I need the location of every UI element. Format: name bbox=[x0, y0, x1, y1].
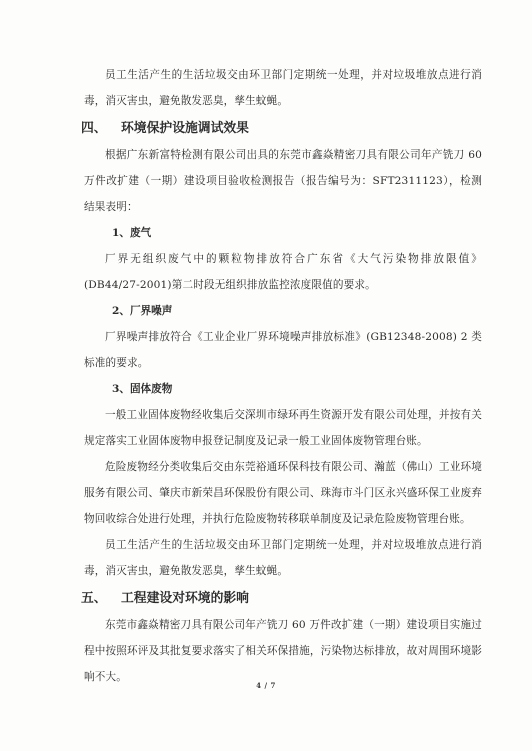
section-heading-5 bbox=[81, 586, 482, 612]
subheading-solid-waste: 3、固体废物 bbox=[112, 383, 173, 395]
subheading-boundary-noise: 2、厂界噪声 bbox=[112, 305, 173, 317]
section-number: 四、 bbox=[81, 121, 107, 136]
paragraph-exhaust-gas: 厂界无组织废气中的颗粒物排放符合广东省《大气污染物排放限值》(DB44/27-2001)第二时段无组织排放监控浓度限值的要求。 bbox=[84, 253, 482, 291]
paragraph-boundary-noise: 厂界噪声排放符合《工业企业厂界环境噪声排放标准》(GB12348-2008) 2 类标准的要求。 bbox=[84, 331, 482, 369]
paragraph-domestic-waste-2: 员工生活产生的生活垃圾交由环卫部门定期统一处理，并对垃圾堆放点进行消毒，消灭害虫，避免散发恶臭，孳生蚊蝇。 bbox=[84, 539, 482, 577]
paragraph-environmental-impact: 东莞市鑫焱精密刀具有限公司年产铣刀 60 万件改扩建（一期）建设项目实施过程中按照环评及其批复要求落实了相关环保措施，污染物达标排放，故对周围环境影响不大。 bbox=[84, 619, 482, 683]
paragraph-hazardous-waste: 危险废物经分类收集后交由东莞裕通环保科技有限公司、瀚蓝（佛山）工业环境服务有限公司、肇庆市新荣昌环保股份有限公司、珠海市斗门区永兴盛环保工业废弃物回收综合处进行处理，并执行危险废物转移联单制度及记录危险废物管理台账。 bbox=[84, 461, 482, 525]
paragraph-general-solid-waste: 一般工业固体废物经收集后交深圳市绿环再生资源开发有限公司处理，并按有关规定落实工业固体废物申报登记制度及记录一般工业固体废物管理台账。 bbox=[84, 409, 482, 447]
document-body bbox=[81, 62, 482, 690]
page-number: 4 / 7 bbox=[256, 681, 276, 690]
section-heading-4 bbox=[81, 116, 482, 142]
paragraph-test-intro: 根据广东新富特检测有限公司出具的东莞市鑫焱精密刀具有限公司年产铣刀 60 万件改扩建（一期）建设项目验收检测报告（报告编号为：SFT2311123），检测结果表明： bbox=[84, 149, 482, 213]
section-title: 工程建设对环境的影响 bbox=[121, 591, 249, 606]
subheading-exhaust-gas: 1、废气 bbox=[112, 227, 152, 239]
paragraph-domestic-waste: 员工生活产生的生活垃圾交由环卫部门定期统一处理，并对垃圾堆放点进行消毒，消灭害虫，避免散发恶臭，孳生蚊蝇。 bbox=[84, 69, 482, 107]
section-number: 五、 bbox=[81, 591, 107, 606]
section-title: 环境保护设施调试效果 bbox=[121, 121, 249, 136]
